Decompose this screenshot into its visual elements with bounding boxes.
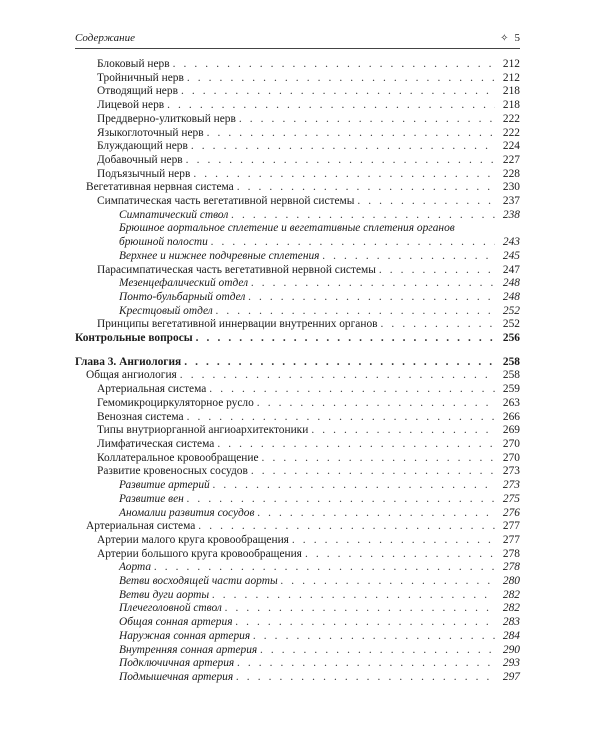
header-title: Содержание: [75, 32, 136, 44]
toc-entry[interactable]: Венозная система . . . 266: [75, 411, 520, 425]
toc-entry[interactable]: Развитие артерий . . . 273: [75, 479, 520, 493]
toc-entry[interactable]: Лимфатическая система . . . 270: [75, 438, 520, 452]
toc-entry[interactable]: брюшной полости . . . 243: [75, 236, 520, 250]
toc-entry[interactable]: Артериальная система . . . 259: [75, 383, 520, 397]
toc-entry[interactable]: Преддверно-улитковый нерв . . . 222: [75, 113, 520, 127]
toc-entry[interactable]: Развитие вен . . . 275: [75, 493, 520, 507]
toc-entry[interactable]: Развитие кровеносных сосудов . . . 273: [75, 465, 520, 479]
toc-entry[interactable]: Внутренняя сонная артерия . . . 290: [75, 644, 520, 658]
toc-entry[interactable]: Общая ангиология . . . 258: [75, 369, 520, 383]
toc-entry[interactable]: Парасимпатическая часть вегетативной нервной системы . . . 247: [75, 264, 520, 278]
toc-entry[interactable]: Блуждающий нерв . . . 224: [75, 140, 520, 154]
toc-entry[interactable]: Верхнее и нижнее подчревные сплетения . . . 245: [75, 250, 520, 264]
toc-entry[interactable]: Симпатическая часть вегетативной нервной системы . . . 237: [75, 195, 520, 209]
toc-entry[interactable]: Подъязычный нерв . . . 228: [75, 168, 520, 182]
toc-entry[interactable]: Типы внутриорганной ангиоархитектоники . . . 269: [75, 424, 520, 438]
toc-entry[interactable]: Контрольные вопросы . . . 256: [75, 332, 520, 346]
toc-entry[interactable]: Аорта . . . 278: [75, 561, 520, 575]
toc-entry[interactable]: Общая сонная артерия . . . 283: [75, 616, 520, 630]
toc-entry[interactable]: Ветви дуги аорты . . . 282: [75, 589, 520, 603]
toc-entry[interactable]: Мезенцефалический отдел . . . 248: [75, 277, 520, 291]
toc-entry[interactable]: Крестцовый отдел . . . 252: [75, 305, 520, 319]
toc-entry[interactable]: Артерии большого круга кровообращения . . . 278: [75, 548, 520, 562]
toc-entry[interactable]: Тройничный нерв . . . 212: [75, 72, 520, 86]
toc-entry[interactable]: Симпатический ствол . . . 238: [75, 209, 520, 223]
toc-entry[interactable]: Добавочный нерв . . . 227: [75, 154, 520, 168]
page-number: 5: [514, 32, 520, 44]
toc-entry[interactable]: Коллатеральное кровообращение . . . 270: [75, 452, 520, 466]
toc-entry[interactable]: Блоковый нерв . . . 212: [75, 58, 520, 72]
ornament-icon: ✧: [500, 33, 509, 44]
running-header: [75, 30, 520, 49]
toc-entry[interactable]: Вегетативная нервная система . . . 230: [75, 181, 520, 195]
toc-entry[interactable]: Понто-бульбарный отдел . . . 248: [75, 291, 520, 305]
toc-entry[interactable]: Наружная сонная артерия . . . 284: [75, 630, 520, 644]
header-page: [500, 32, 520, 44]
toc-entry[interactable]: Ветви восходящей части аорты . . . 280: [75, 575, 520, 589]
toc-entry[interactable]: Подмышечная артерия . . . 297: [75, 671, 520, 685]
table-of-contents: [75, 58, 520, 685]
toc-entry[interactable]: Отводящий нерв . . . 218: [75, 85, 520, 99]
section-gap: [75, 346, 520, 356]
toc-entry[interactable]: Лицевой нерв . . . 218: [75, 99, 520, 113]
toc-entry[interactable]: Аномалии развития сосудов . . . 276: [75, 507, 520, 521]
toc-entry[interactable]: Плечеголовной ствол . . . 282: [75, 602, 520, 616]
toc-chapter[interactable]: Глава 3. Ангиология . . . 258: [75, 356, 520, 370]
toc-entry[interactable]: Артерии малого круга кровообращения . . . 277: [75, 534, 520, 548]
toc-entry[interactable]: Артериальная система . . . 277: [75, 520, 520, 534]
toc-entry[interactable]: Подключичная артерия . . . 293: [75, 657, 520, 671]
toc-entry[interactable]: Принципы вегетативной иннервации внутренних органов . . . 252: [75, 318, 520, 332]
toc-entry[interactable]: Гемомикроциркуляторное русло . . . 263: [75, 397, 520, 411]
toc-entry-line[interactable]: Брюшное аортальное сплетение и вегетативные сплетения органов: [119, 222, 455, 235]
toc-entry[interactable]: Языкоглоточный нерв . . . 222: [75, 127, 520, 141]
